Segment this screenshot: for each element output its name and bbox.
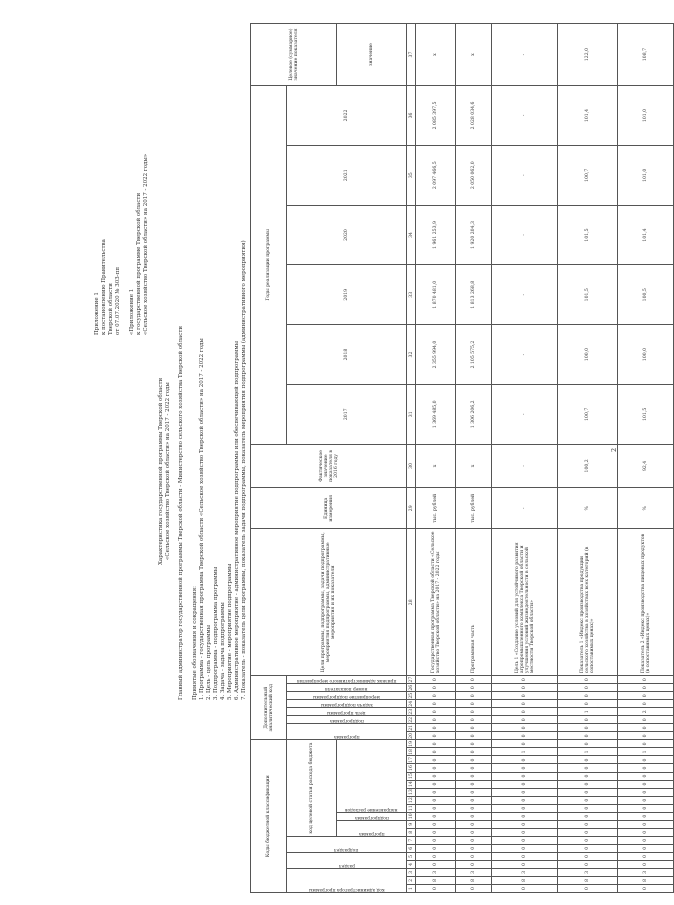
unit-cell: % (558, 488, 618, 529)
code-cell: 0 (558, 804, 618, 812)
column-number: 11 (408, 805, 414, 812)
year-value-cell: 1 369 485,0 (416, 384, 456, 444)
code-cell: 0 (492, 676, 558, 684)
code-cell: 0 (492, 788, 558, 796)
page-number: 2 (610, 447, 618, 452)
code-cell: 0 (618, 788, 674, 796)
target-value-header: значение (337, 24, 407, 86)
code-cell: 0 (558, 700, 618, 708)
code-cell: 0 (456, 700, 492, 708)
code-cell: 0 (456, 748, 492, 756)
row-name-cell: Цель 1 «Создание условий для устойчивого развития агропромышленного комплекса Тверской области и улучшения условий жизнедеятельности в сельской местности Тверской области» (492, 529, 558, 676)
year-value-cell: 1 920 204,3 (456, 205, 492, 265)
subprogram-header: подпрограмма (354, 814, 389, 820)
extra-col-header: цель программы (327, 710, 366, 716)
column-number: 30 (407, 444, 416, 487)
year-value-cell: 101,5 (558, 265, 618, 325)
year-header: 2017 (287, 384, 407, 444)
column-numbers-row (407, 24, 416, 893)
target-cell: 122,0 (558, 24, 618, 86)
column-number: 19 (408, 741, 414, 747)
code-cell: 0 (456, 796, 492, 804)
code-cell: 1 (618, 748, 674, 756)
admin-line: Главный администратор государственной программы Тверской области - Министерство сельского хозяйства Тверской области (178, 325, 184, 700)
year-value-cell: 100,7 (558, 145, 618, 205)
years-header: Годы реализации программы (251, 86, 287, 445)
code-cell: 0 (492, 740, 558, 748)
code-cell: 0 (558, 764, 618, 772)
code-cell: 0 (416, 844, 456, 852)
code-cell: 0 (618, 700, 674, 708)
code-cell: 0 (416, 740, 456, 748)
column-number: 14 (408, 781, 414, 788)
code-cell: 8 (618, 876, 674, 884)
year-value-cell: 1 306 206,2 (456, 384, 492, 444)
code-cell: 0 (558, 796, 618, 804)
code-cell: 0 (618, 820, 674, 828)
table-row (416, 24, 456, 893)
code-cell: 0 (558, 812, 618, 820)
column-number: 18 (408, 749, 414, 755)
fact-cell: x (456, 444, 492, 487)
code-cell: 1 (492, 748, 558, 756)
column-number: 9 (407, 820, 416, 828)
column-number: 37 (407, 24, 416, 86)
row-name-cell: Программная часть (456, 529, 492, 676)
column-number: 6 (407, 844, 416, 852)
year-header: 2022 (287, 86, 407, 146)
code-cell: 0 (456, 820, 492, 828)
program-table (250, 23, 674, 893)
year-value-cell: - (492, 265, 558, 325)
code-cell: 1 (558, 708, 618, 716)
column-number: 10 (408, 813, 414, 820)
code-cell: 0 (492, 780, 558, 788)
code-cell: 0 (416, 692, 456, 700)
code-cell: 0 (618, 780, 674, 788)
column-number: 4 (407, 860, 416, 868)
extra-col-header: программа (333, 734, 360, 740)
year-value-cell: 1 961 253,9 (416, 205, 456, 265)
code-cell: 0 (558, 860, 618, 868)
year-value-cell: 2 097 466,5 (416, 145, 456, 205)
code-cell: 8 (416, 876, 456, 884)
year-value-cell: 100,0 (558, 325, 618, 385)
appendix-line1: Приложение 1 (94, 292, 100, 335)
razdel-header: раздел (338, 862, 355, 868)
code-cell: 0 (492, 684, 558, 692)
code-cell: 8 (558, 876, 618, 884)
code-cell: 0 (492, 692, 558, 700)
appendix-line4: от 07.07.2020 № 303-пп (115, 267, 121, 335)
code-cell: 0 (558, 780, 618, 788)
column-number: 7 (407, 836, 416, 844)
extra-col-header: признак административного мероприятия (296, 678, 397, 684)
code-cell: 0 (492, 708, 558, 716)
fact-header: Фактическое значение показателя в 2016 году (251, 444, 407, 487)
code-cell: 0 (618, 676, 674, 684)
column-number: 25 (408, 692, 414, 699)
column-number: 23 (408, 708, 414, 715)
code-cell: 3 (618, 868, 674, 876)
code-cell: 0 (558, 844, 618, 852)
year-value-cell: - (492, 325, 558, 385)
column-number: 17 (408, 757, 414, 763)
code-cell: 0 (492, 724, 558, 732)
column-number: 34 (407, 205, 416, 265)
code-cell: 8 (456, 876, 492, 884)
code-cell: 0 (456, 764, 492, 772)
target-cell: 108,7 (618, 24, 674, 86)
column-number: 35 (407, 145, 416, 205)
year-value-cell: 100,7 (558, 384, 618, 444)
fact-cell: 100,2 (558, 444, 618, 487)
code-cell: 0 (558, 852, 618, 860)
appendix-line2: к постановлению Правительства (101, 239, 107, 335)
abbr-item: 5. Мероприятие - мероприятие подпрограммы (227, 563, 233, 700)
code-cell: 0 (492, 772, 558, 780)
unit-header: Единица измерения (251, 488, 407, 529)
code-cell: 0 (492, 828, 558, 836)
code-cell: 0 (558, 756, 618, 764)
target-cell: x (456, 24, 492, 86)
year-header: 2018 (287, 325, 407, 385)
code-cell: 0 (456, 756, 492, 764)
code-cell: 0 (492, 764, 558, 772)
code-cell: 0 (416, 700, 456, 708)
code-cell: 0 (492, 852, 558, 860)
code-cell: 0 (618, 884, 674, 892)
extra-code-header: Дополнительный аналитический код (251, 676, 287, 740)
code-cell: 0 (456, 724, 492, 732)
code-cell: 0 (416, 684, 456, 692)
code-cell: 3 (416, 868, 456, 876)
target-cell: x (416, 24, 456, 86)
code-cell: 0 (456, 676, 492, 684)
code-cell: 0 (416, 796, 456, 804)
code-cell: 0 (456, 836, 492, 844)
year-header: 2019 (287, 265, 407, 325)
code-cell: 0 (618, 852, 674, 860)
code-cell: 0 (492, 820, 558, 828)
code-cell: 0 (618, 828, 674, 836)
code-cell: 0 (558, 692, 618, 700)
year-value-cell: 1 870 481,0 (416, 265, 456, 325)
column-number: 13 (408, 789, 414, 796)
code-cell: 0 (618, 764, 674, 772)
code-cell: 0 (558, 788, 618, 796)
target-cell: - (492, 24, 558, 86)
column-number: 36 (407, 86, 416, 146)
row-name-cell: Государственная программа Тверской области «Сельское хозяйство Тверской области» на 2017 - 2022 годы (416, 529, 456, 676)
column-number: 1 (407, 884, 416, 892)
column-number: 2 (407, 876, 416, 884)
code-cell: 0 (456, 828, 492, 836)
year-value-cell: 1 813 268,8 (456, 265, 492, 325)
code-cell: 0 (416, 676, 456, 684)
code-cell: 0 (492, 732, 558, 740)
code-cell: 0 (416, 804, 456, 812)
code-cell: 0 (618, 724, 674, 732)
code-cell: 0 (618, 844, 674, 852)
code-cell: 0 (618, 756, 674, 764)
column-number: 27 (408, 676, 414, 683)
code-cell: 0 (558, 684, 618, 692)
program-header: программа (358, 830, 385, 836)
abbr-item: 3. Подпрограмма - подпрограмма программы (213, 566, 219, 700)
code-cell: 0 (456, 708, 492, 716)
fact-cell: x (416, 444, 456, 487)
code-cell: 0 (558, 732, 618, 740)
code-cell: 0 (618, 692, 674, 700)
code-cell: 0 (558, 828, 618, 836)
code-cell: 0 (618, 732, 674, 740)
code-cell: 0 (416, 716, 456, 724)
row-name-cell: Показатель 1 «Индекс производства продукции сельского хозяйства в хозяйствах всех категорий (в сопоставимых ценах)» (558, 529, 618, 676)
extra-col-header: мероприятие подпрограммы (313, 694, 380, 700)
code-cell: 0 (416, 708, 456, 716)
code-cell: 3 (558, 868, 618, 876)
year-value-cell: 2 028 034,6 (456, 86, 492, 146)
appendix-line7: «Сельское хозяйство Тверской области» на 2017 - 2022 годы» (143, 153, 149, 335)
table-row (618, 24, 674, 893)
code-cell: 0 (416, 788, 456, 796)
unit-cell: % (618, 488, 674, 529)
code-cell: 0 (492, 860, 558, 868)
code-cell: 0 (456, 740, 492, 748)
code-cell: 0 (492, 700, 558, 708)
code-cell: 0 (558, 716, 618, 724)
code-cell: 0 (618, 812, 674, 820)
appendix-line3: Тверской области (108, 283, 114, 335)
year-value-cell: - (492, 86, 558, 146)
code-cell: 0 (492, 804, 558, 812)
budget-sub-header: код целевой статьи расхода бюджета (287, 740, 337, 836)
code-cell: 0 (558, 740, 618, 748)
code-cell: 0 (456, 860, 492, 868)
code-cell: 0 (416, 884, 456, 892)
code-cell: 0 (416, 860, 456, 868)
code-cell: 0 (456, 780, 492, 788)
column-number: 12 (408, 797, 414, 804)
code-cell: 0 (456, 772, 492, 780)
extra-col-header: задача подпрограммы (320, 702, 373, 708)
direction-header: направление расходов (345, 806, 398, 812)
code-cell: 0 (618, 772, 674, 780)
abbr-item: 7. Показатель - показатель цели программы, показатель задачи подпрограммы, показатель мероприятия подпрограммы (административного мероприятия) (241, 240, 247, 700)
code-cell: 0 (456, 852, 492, 860)
unit-cell: - (492, 488, 558, 529)
code-cell: 0 (618, 796, 674, 804)
code-cell: 0 (416, 772, 456, 780)
year-value-cell: - (492, 384, 558, 444)
column-number: 8 (407, 828, 416, 836)
year-value-cell: 100,5 (618, 265, 674, 325)
table-row (456, 24, 492, 893)
year-value-cell: - (492, 205, 558, 265)
column-number: 24 (408, 700, 414, 707)
code-cell: 0 (416, 828, 456, 836)
code-cell: 0 (456, 788, 492, 796)
code-cell: 3 (492, 868, 558, 876)
year-value-cell: 2 105 575,2 (456, 325, 492, 385)
code-cell: 0 (416, 764, 456, 772)
code-cell: 0 (618, 684, 674, 692)
year-value-cell: 101,5 (618, 384, 674, 444)
code-cell: 1 (558, 748, 618, 756)
column-number: 22 (408, 716, 414, 723)
code-cell: 0 (416, 836, 456, 844)
code-cell: 0 (492, 812, 558, 820)
code-cell: 0 (558, 676, 618, 684)
extra-col-header: подпрограмма (329, 718, 364, 724)
year-header: 2021 (287, 145, 407, 205)
code-cell: 0 (492, 796, 558, 804)
code-cell: 0 (416, 812, 456, 820)
extra-col-header: номер показателя (325, 686, 368, 692)
year-value-cell: 100,0 (618, 325, 674, 385)
code-cell: 0 (492, 756, 558, 764)
code-cell: 0 (618, 716, 674, 724)
abbr-item: 6. Административное мероприятие - административное мероприятие подпрограммы или обеспечивающей подпрограммы (234, 341, 240, 700)
column-number: 31 (407, 384, 416, 444)
column-number: 33 (407, 265, 416, 325)
column-number: 29 (407, 488, 416, 529)
table-row (558, 24, 618, 893)
title-line1: Характеристика государственной программы Тверской области (158, 377, 164, 565)
year-value-cell: 2 050 062,0 (456, 145, 492, 205)
podrazdel-header: подраздел (334, 846, 359, 852)
code-cell: 0 (456, 692, 492, 700)
admin-code-header: код администратора программы (308, 887, 385, 892)
code-cell: 3 (456, 868, 492, 876)
code-cell: 0 (558, 772, 618, 780)
year-header: 2020 (287, 205, 407, 265)
code-cell: 0 (618, 804, 674, 812)
code-cell: 0 (558, 820, 618, 828)
code-cell: 0 (456, 684, 492, 692)
row-name-cell: Показатель 2 «Индекс производства пищевых продуктов (в сопоставимых ценах)» (618, 529, 674, 676)
code-cell: 0 (416, 724, 456, 732)
column-number: 21 (408, 724, 414, 731)
code-cell: 0 (416, 756, 456, 764)
name-header: Цели программы, подпрограммы, задачи подпрограммы, мероприятия подпрограммы, административные мероприятия и их показатели (251, 529, 407, 676)
code-cell: 0 (492, 716, 558, 724)
column-number: 3 (407, 868, 416, 876)
year-value-cell: 2 085 397,5 (416, 86, 456, 146)
code-cell: 0 (456, 812, 492, 820)
code-cell: 0 (492, 884, 558, 892)
column-number: 20 (408, 732, 414, 739)
year-value-cell: - (492, 145, 558, 205)
year-value-cell: 101,4 (618, 205, 674, 265)
code-cell: 0 (558, 884, 618, 892)
code-cell: 0 (416, 732, 456, 740)
abbr-item: 2. Цель - цель программы (206, 624, 212, 700)
code-cell: 0 (456, 844, 492, 852)
column-number: 32 (407, 325, 416, 385)
code-cell: 0 (618, 836, 674, 844)
code-cell: 0 (618, 860, 674, 868)
appendix-line6: к государственной программе Тверской области (136, 192, 142, 335)
year-value-cell: 101,0 (618, 86, 674, 146)
column-number: 26 (408, 684, 414, 691)
code-cell: 0 (416, 852, 456, 860)
code-cell: 0 (456, 716, 492, 724)
code-cell: 0 (558, 836, 618, 844)
year-value-cell: 101,5 (558, 205, 618, 265)
code-cell: 0 (558, 724, 618, 732)
appendix-line5: «Приложение 1 (129, 288, 135, 335)
budget-codes-header: Коды бюджетной классификации (251, 740, 287, 893)
column-number: 28 (407, 529, 416, 676)
fact-cell: - (492, 444, 558, 487)
year-value-cell: 101,4 (558, 86, 618, 146)
code-cell: 2 (618, 708, 674, 716)
code-cell: 0 (456, 732, 492, 740)
abbr-item: 1. Программа - государственная программа Тверской области «Сельское хозяйство Тверской области» на 2017 - 2022 годы (199, 338, 205, 700)
year-value-cell: 101,0 (618, 145, 674, 205)
code-cell: 0 (416, 780, 456, 788)
code-cell: 0 (492, 844, 558, 852)
abbr-heading: Принятые обозначения и сокращения: (192, 586, 198, 700)
year-value-cell: 2 355 994,0 (416, 325, 456, 385)
table-row (492, 24, 558, 893)
unit-cell: тыс. рублей (456, 488, 492, 529)
target-header: Целевое (суммарное) значение показателя (251, 24, 337, 86)
unit-cell: тыс. рублей (416, 488, 456, 529)
fact-cell: 92,4 (618, 444, 674, 487)
code-cell: 0 (416, 748, 456, 756)
column-number: 15 (408, 773, 414, 779)
code-cell: 0 (492, 836, 558, 844)
column-number: 16 (408, 765, 414, 771)
code-cell: 8 (492, 876, 558, 884)
code-cell: 0 (618, 740, 674, 748)
column-number: 5 (407, 852, 416, 860)
code-cell: 0 (456, 804, 492, 812)
abbr-item: 4. Задача - задача подпрограммы (220, 602, 226, 700)
title-line2: «Сельское хозяйство Тверской области» на 2017 - 2022 годы (165, 382, 171, 560)
code-cell: 0 (416, 820, 456, 828)
code-cell: 0 (456, 884, 492, 892)
